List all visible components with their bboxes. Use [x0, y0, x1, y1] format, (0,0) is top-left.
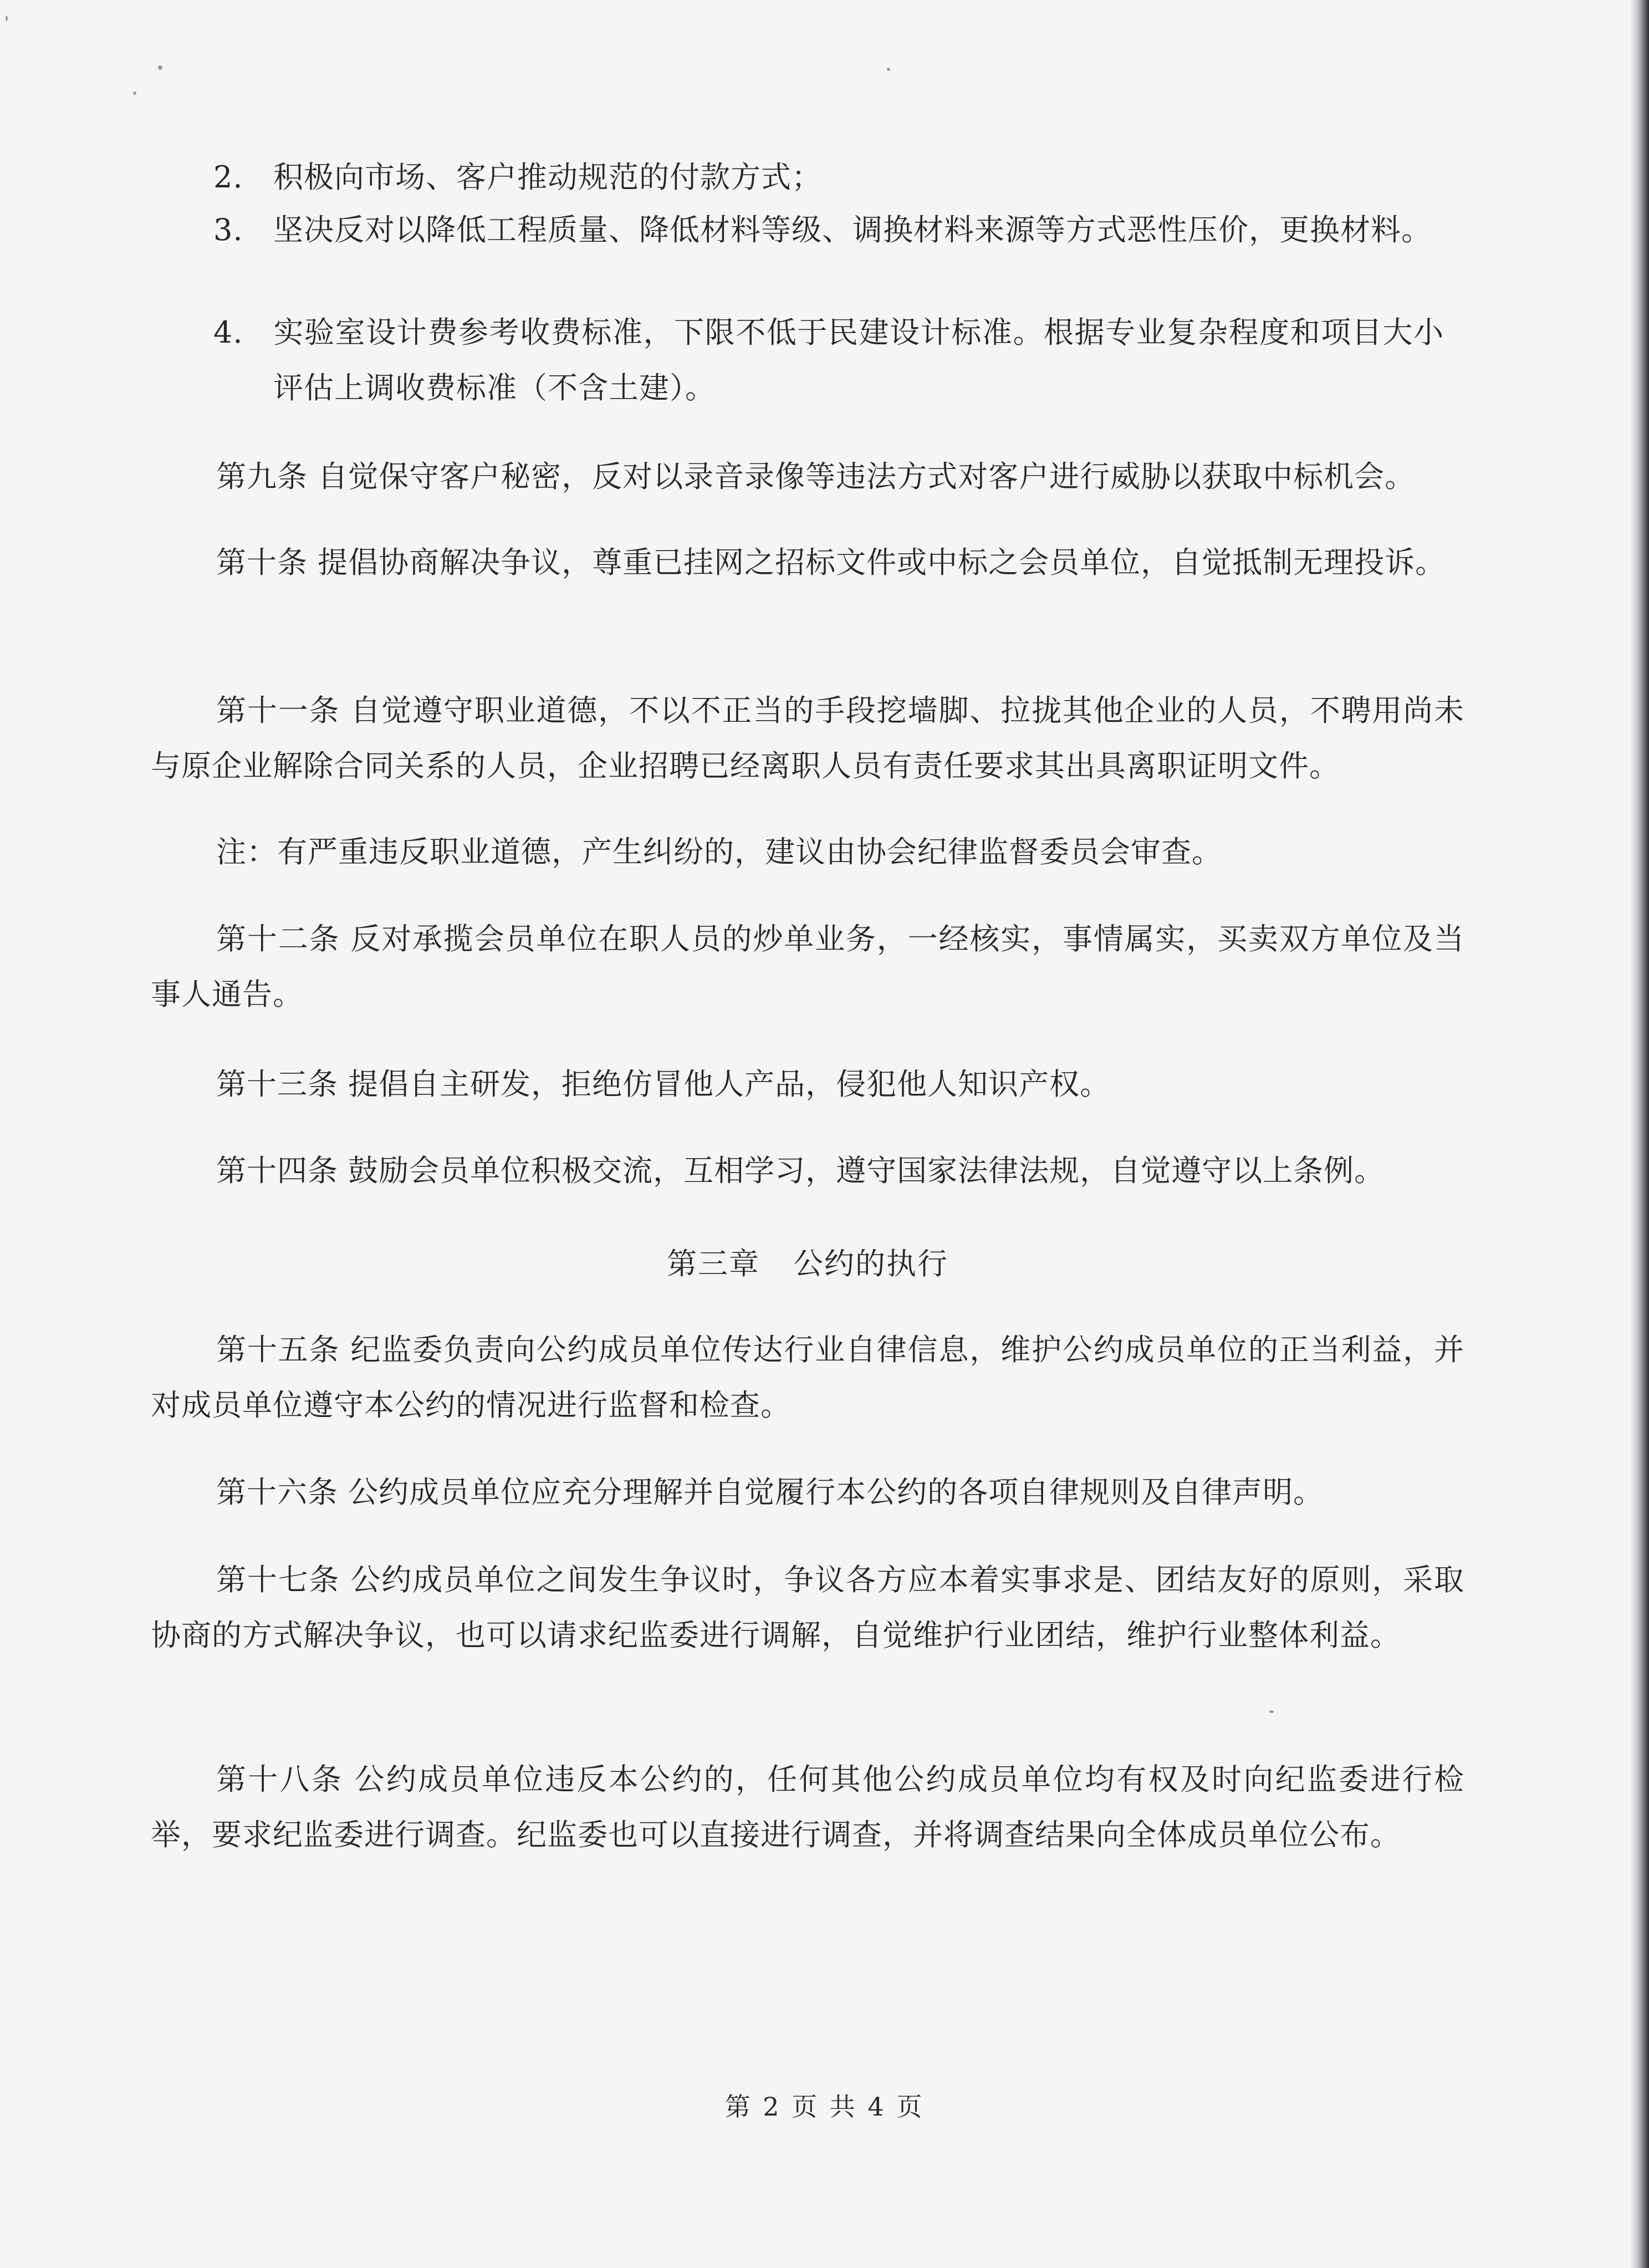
- scan-speck: [158, 65, 162, 70]
- list-number: 2.: [213, 160, 243, 195]
- chapter-number: 第三章: [667, 1246, 760, 1281]
- list-text: 积极向市场、客户推动规范的付款方式；: [273, 160, 822, 195]
- scan-speck: [6, 16, 8, 21]
- list-text: 坚决反对以降低工程质量、降低材料等级、调换材料来源等方式恶性压价，更换材料。: [273, 212, 1432, 247]
- scan-speck: [133, 91, 136, 95]
- article-15: 第十五条 纪监委负责向公约成员单位传达行业自律信息，维护公约成员单位的正当利益，并对成员单位遵守本公约的情况进行监督和检查。: [151, 1332, 1464, 1423]
- list-item-2: [213, 150, 1444, 205]
- article-14: 第十四条 鼓励会员单位积极交流，互相学习，遵守国家法律法规，自觉遵守以上条例。: [216, 1153, 1385, 1188]
- chapter-heading: [151, 1236, 1464, 1292]
- article-16: 第十六条 公约成员单位应充分理解并自觉履行本公约的各项自律规则及自律声明。: [216, 1475, 1324, 1510]
- article-9: 第九条 自觉保守客户秘密，反对以录音录像等违法方式对客户进行威胁以获取中标机会。: [216, 459, 1416, 494]
- scan-speck: [887, 68, 890, 71]
- article-10: 第十条 提倡协商解决争议，尊重已挂网之招标文件或中标之会员单位，自觉抵制无理投诉。: [216, 545, 1446, 580]
- scan-edge-shadow: [1630, 0, 1649, 2268]
- scan-speck: [1269, 1710, 1274, 1713]
- list-text: 实验室设计费参考收费标准，下限不低于民建设计标准。根据专业复杂程度和项目大小评估上调收费标准（不含土建）。: [273, 315, 1444, 405]
- page-number-footer: 第 2 页 共 4 页: [724, 2092, 925, 2122]
- list-number: 3.: [213, 212, 243, 247]
- list-item-4: [213, 305, 1444, 416]
- article-12: 第十二条 反对承揽会员单位在职人员的炒单业务，一经核实，事情属实，买卖双方单位及当事人通告。: [151, 921, 1464, 1012]
- article-17: 第十七条 公约成员单位之间发生争议时，争议各方应本着实事求是、团结友好的原则，采取协商的方式解决争议，也可以请求纪监委进行调解，自觉维护行业团结，维护行业整体利益。: [151, 1562, 1464, 1653]
- list-item-3: [213, 202, 1444, 258]
- article-18: 第十八条 公约成员单位违反本公约的，任何其他公约成员单位均有权及时向纪监委进行检举，要求纪监委进行调查。纪监委也可以直接进行调查，并将调查结果向全体成员单位公布。: [151, 1762, 1464, 1852]
- list-number: 4.: [213, 315, 243, 350]
- article-11: 第十一条 自觉遵守职业道德，不以不正当的手段挖墙脚、拉拢其他企业的人员，不聘用尚未与原企业解除合同关系的人员，企业招聘已经离职人员有责任要求其出具离职证明文件。: [151, 693, 1464, 783]
- chapter-title: 公约的执行: [793, 1246, 948, 1281]
- article-13: 第十三条 提倡自主研发，拒绝仿冒他人产品，侵犯他人知识产权。: [216, 1067, 1111, 1102]
- article-11-note: 注：有严重违反职业道德，产生纠纷的，建议由协会纪律监督委员会审查。: [216, 834, 1222, 869]
